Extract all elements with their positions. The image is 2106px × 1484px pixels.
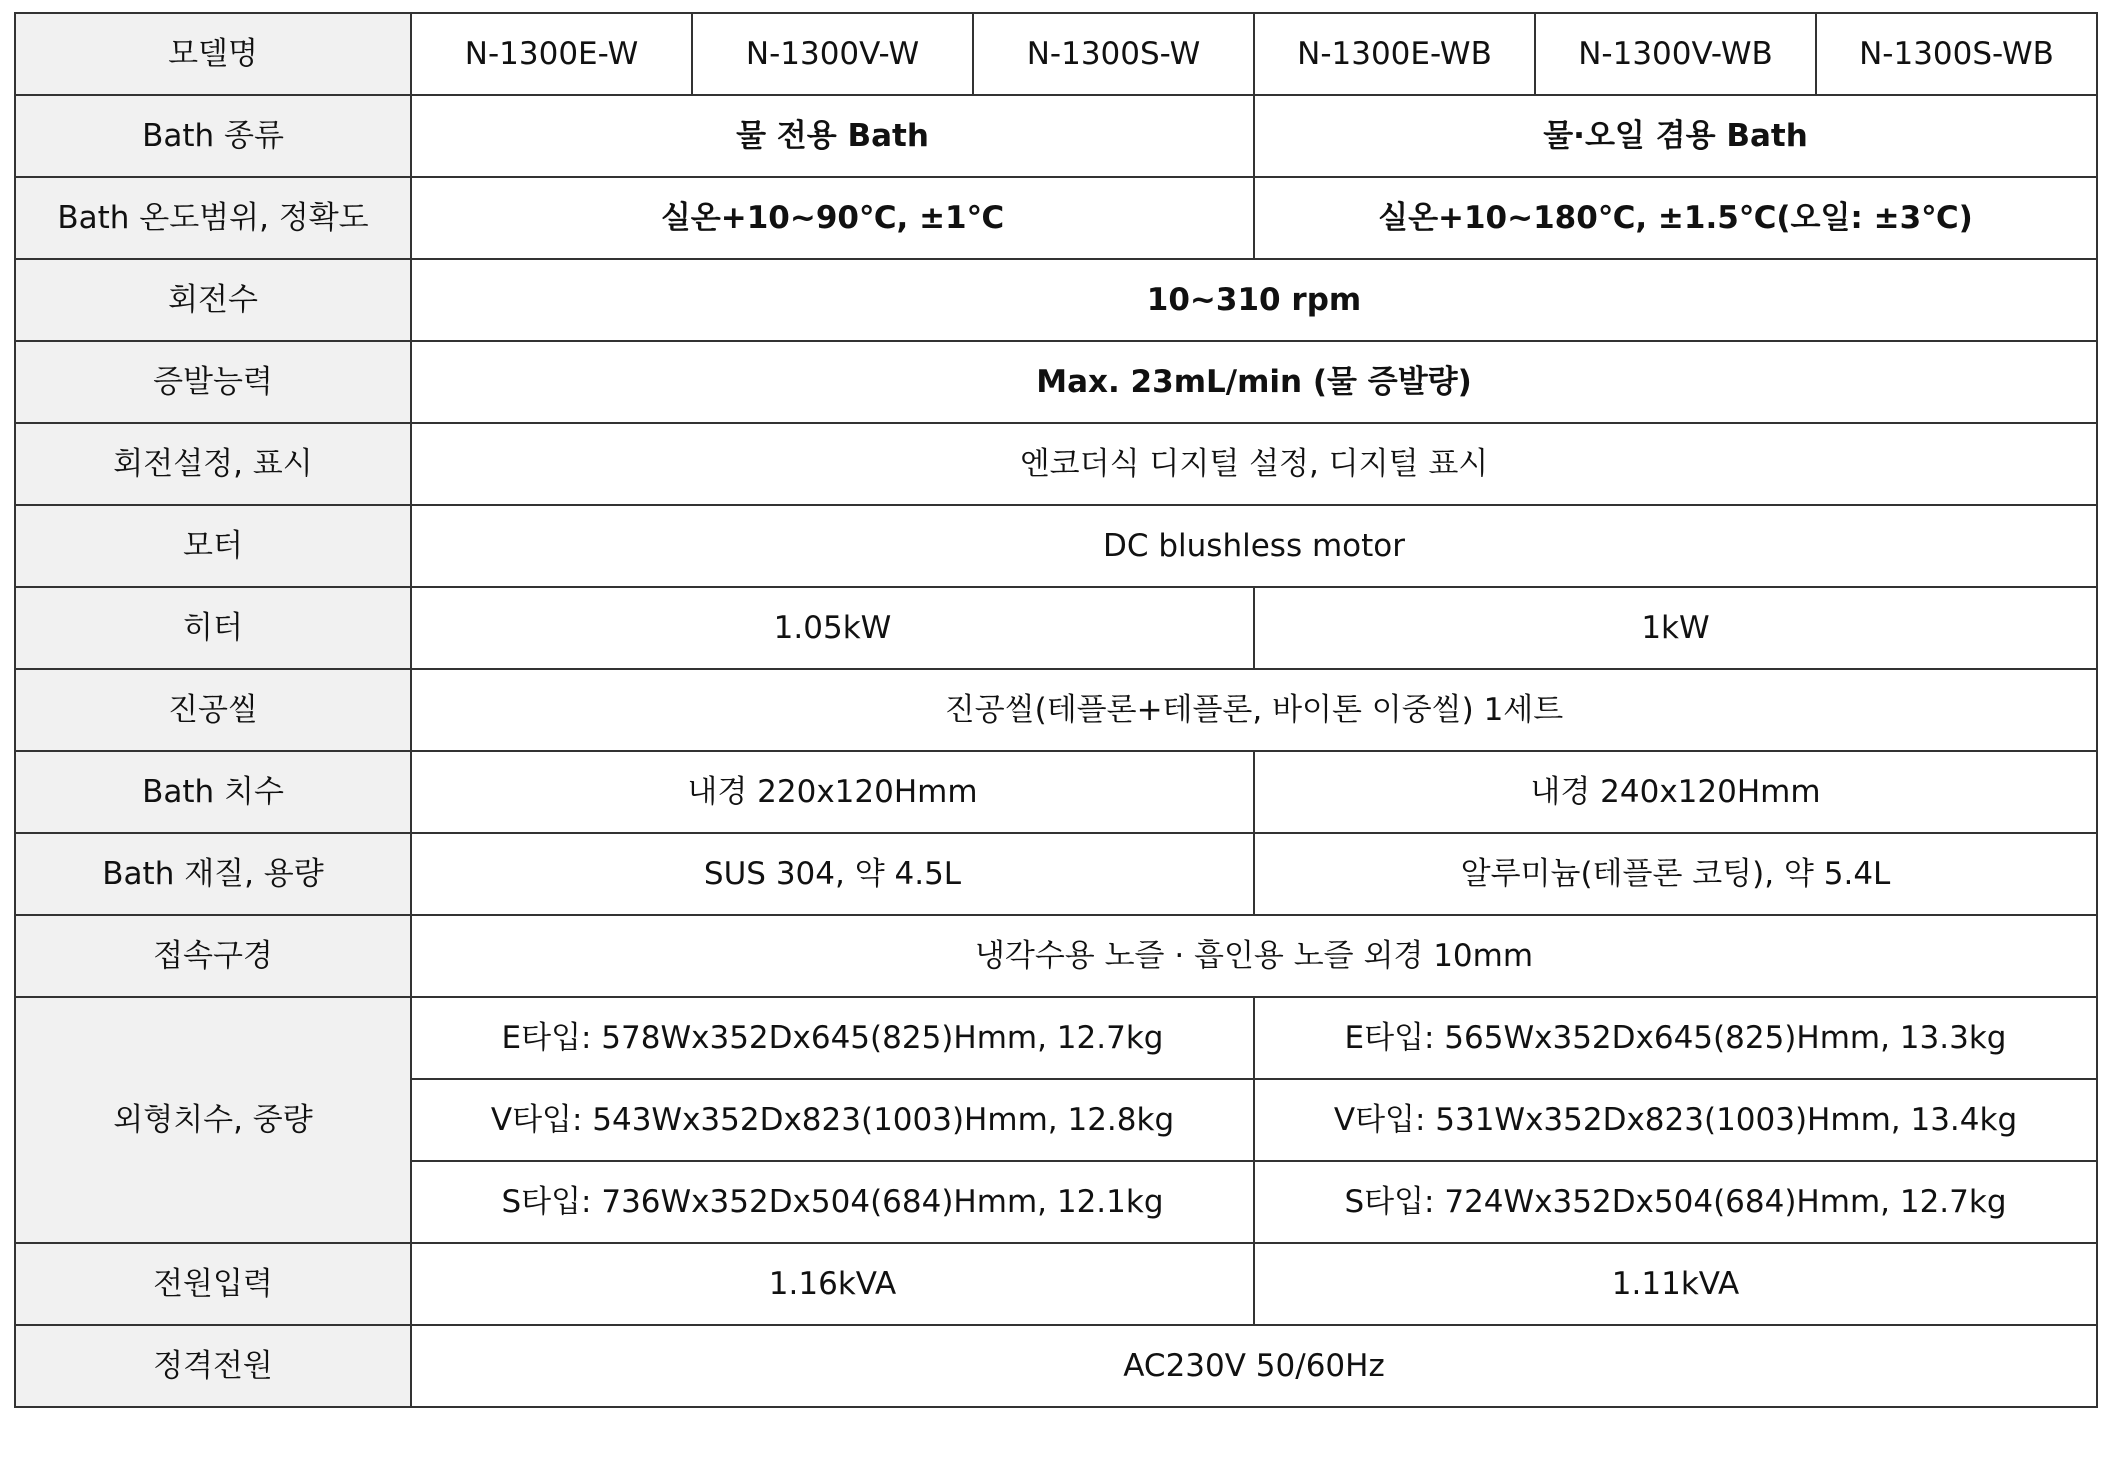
temp-wb: 실온+10~180℃, ±1.5℃(오일: ±3℃) [1254,177,2097,259]
outer-s-w: S타입: 736Wx352Dx504(684)Hmm, 12.1kg [411,1161,1254,1243]
heater-w: 1.05kW [411,587,1254,669]
model-n1300s-w: N-1300S-W [973,13,1254,95]
row-heater [15,587,2097,669]
model-n1300v-wb: N-1300V-WB [1535,13,1816,95]
row-rpm [15,259,2097,341]
rpm-value: 10~310 rpm [411,259,2097,341]
row-power-in [15,1243,2097,1325]
row-bath-dim [15,751,2097,833]
label-evap: 증발능력 [15,341,411,423]
row-bath-mat [15,833,2097,915]
motor-value: DC blushless motor [411,505,2097,587]
row-evap [15,341,2097,423]
label-bath-mat: Bath 재질, 용량 [15,833,411,915]
label-temp: Bath 온도범위, 정확도 [15,177,411,259]
label-heater: 히터 [15,587,411,669]
label-power-in: 전원입력 [15,1243,411,1325]
row-conn [15,915,2097,997]
row-rated [15,1325,2097,1407]
model-n1300e-w: N-1300E-W [411,13,692,95]
row-bath-type [15,95,2097,177]
bath-type-wb: 물·오일 겸용 Bath [1254,95,2097,177]
seal-value: 진공씰(테플론+테플론, 바이톤 이중씰) 1세트 [411,669,2097,751]
row-temp [15,177,2097,259]
label-conn: 접속구경 [15,915,411,997]
outer-s-wb: S타입: 724Wx352Dx504(684)Hmm, 12.7kg [1254,1161,2097,1243]
label-rpm: 회전수 [15,259,411,341]
label-rot-setting: 회전설정, 표시 [15,423,411,505]
power-in-wb: 1.11kVA [1254,1243,2097,1325]
bath-dim-w: 내경 220x120Hmm [411,751,1254,833]
bath-mat-w: SUS 304, 약 4.5L [411,833,1254,915]
power-in-w: 1.16kVA [411,1243,1254,1325]
conn-value: 냉각수용 노즐 · 흡인용 노즐 외경 10mm [411,915,2097,997]
label-motor: 모터 [15,505,411,587]
row-rot-setting [15,423,2097,505]
rated-value: AC230V 50/60Hz [411,1325,2097,1407]
outer-v-w: V타입: 543Wx352Dx823(1003)Hmm, 12.8kg [411,1079,1254,1161]
row-seal [15,669,2097,751]
label-bath-type: Bath 종류 [15,95,411,177]
evap-value: Max. 23mL/min (물 증발량) [411,341,2097,423]
bath-type-w: 물 전용 Bath [411,95,1254,177]
bath-dim-wb: 내경 240x120Hmm [1254,751,2097,833]
heater-wb: 1kW [1254,587,2097,669]
label-bath-dim: Bath 치수 [15,751,411,833]
label-model: 모델명 [15,13,411,95]
label-rated: 정격전원 [15,1325,411,1407]
rot-setting-value: 엔코더식 디지털 설정, 디지털 표시 [411,423,2097,505]
outer-e-w: E타입: 578Wx352Dx645(825)Hmm, 12.7kg [411,997,1254,1079]
row-motor [15,505,2097,587]
label-seal: 진공씰 [15,669,411,751]
row-outer-e [15,997,2097,1079]
spec-table [14,12,2098,1408]
outer-v-wb: V타입: 531Wx352Dx823(1003)Hmm, 13.4kg [1254,1079,2097,1161]
outer-e-wb: E타입: 565Wx352Dx645(825)Hmm, 13.3kg [1254,997,2097,1079]
model-n1300s-wb: N-1300S-WB [1816,13,2097,95]
model-n1300v-w: N-1300V-W [692,13,973,95]
temp-w: 실온+10~90℃, ±1℃ [411,177,1254,259]
row-model [15,13,2097,95]
model-n1300e-wb: N-1300E-WB [1254,13,1535,95]
bath-mat-wb: 알루미늄(테플론 코팅), 약 5.4L [1254,833,2097,915]
label-outer: 외형치수, 중량 [15,997,411,1243]
